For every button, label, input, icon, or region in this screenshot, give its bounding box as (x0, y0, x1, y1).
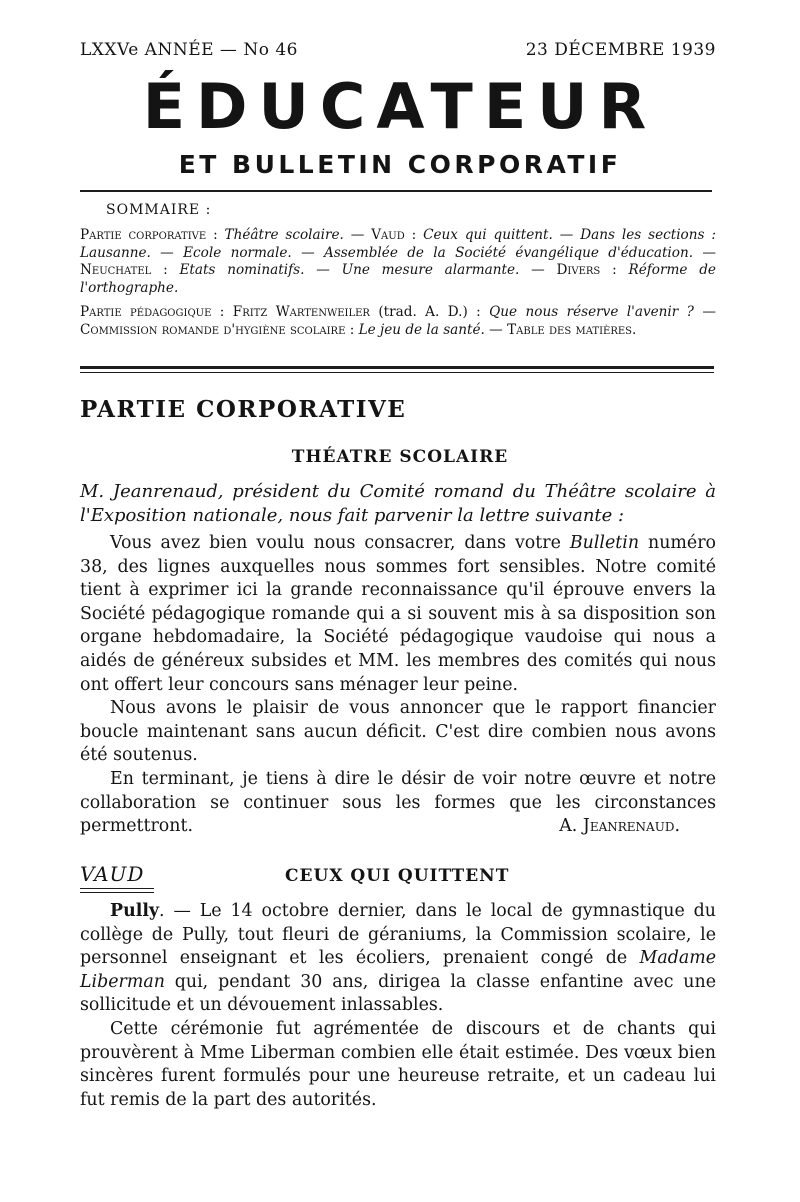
text-run: Vous avez bien voulu nous consacrer, dans votre (110, 533, 570, 553)
paragraph: En terminant, je tiens à dire le désir de voir notre œuvre et notre collaboration se continuer sous les formes que les circonstances permettront. (80, 768, 716, 837)
text-run-italic: Madame Liberman (80, 948, 716, 992)
summary-item: Théâtre scolaire. (224, 226, 344, 243)
text-run-bold: Pully (110, 901, 160, 921)
article-body (80, 900, 716, 1112)
summary-item: Une mesure alarmante. (341, 262, 520, 279)
article-intro: M. Jeanrenaud, président du Comité romand du Théâtre scolaire à l'Exposition nationale, nous fait parvenir la lettre suivante : (80, 481, 716, 526)
article-title: CEUX QUI QUITTENT (285, 866, 510, 886)
paragraph: Nous avons le plaisir de vous annoncer que le rapport financier boucle maintenant sans aucun déficit. C'est dire combien nous avons été soutenus. (80, 698, 716, 766)
paragraph: Cette cérémonie fut agrémentée de discours et de chants qui prouvèrent à Mme Liberman combien elle était estimée. Des vœux bien sincères furent formulés pour une heureuse retraite, et un cadeau lui fut remis de la part des autorités. (80, 1018, 716, 1110)
summary-item: Ceux qui quittent. (423, 226, 553, 243)
subsection-label: VAUD (80, 862, 145, 886)
summary-item: Le jeu de la santé. (358, 321, 485, 338)
section-title: PARTIE CORPORATIVE (80, 396, 407, 423)
paragraph (80, 532, 716, 697)
summary-heading: SOMMAIRE : (106, 202, 212, 218)
header-rule (80, 190, 712, 192)
paragraph (80, 900, 716, 1018)
summary-pedagogique: Partie pédagogique : Fritz Wartenweiler (trad. A. D.) : Que nous réserve l'avenir ? — Commission romande d'hygiène scolaire : Le jeu de la santé. — Table des matières. (80, 303, 716, 338)
issue-date: 23 DÉCEMBRE 1939 (525, 40, 716, 60)
text-run: numéro 38, des lignes auxquelles nous sommes fort sensibles. Notre comité tient à exprimer ici la grande reconnaissance qu'il éprouve envers la Société pédagogique romande qui a si souvent mis à sa disposition son organe hebdomadaire, la Société pédagogique vaudoise qui nous a aidés de généreux subsides et MM. les membres des comités qui nous ont offert leur concours sans ménager leur peine. (80, 533, 716, 695)
text-run: . — Le 14 octobre dernier, dans le local de gymnastique du collège de Pully, tout fleuri de géraniums, la Commission scolaire, le personnel enseignant et les écoliers, prenaient congé de (80, 901, 716, 969)
summary-author: Fritz Wartenweiler (232, 303, 370, 320)
signature: A. Jeanrenaud. (559, 816, 680, 837)
summary-item: Réforme de l'orthographe. (80, 262, 716, 297)
summary-item: Ecole normale. (183, 244, 292, 261)
issue-number: LXXVe ANNÉE — No 46 (80, 40, 298, 60)
summary-region: Neuchatel (80, 262, 152, 279)
summary-item: Dans les sections : Lausanne. (80, 226, 716, 261)
summary-item: Table des matières. (507, 321, 637, 338)
article-title: THÉATRE SCOLAIRE (291, 447, 509, 467)
summary-item: Que nous réserve l'avenir ? (489, 303, 694, 320)
text-run: qui, pendant 30 ans, dirigea la classe enfantine avec une sollicitude et un dévouement inlassables. (80, 971, 716, 1016)
issue-header (80, 40, 716, 60)
summary-item: Assemblée de la Société évangélique d'éducation. (324, 244, 694, 261)
masthead-title: ÉDUCATEUR (142, 70, 658, 143)
summary-corporative-label: Partie corporative (80, 226, 207, 243)
summary-item: Etats nominatifs. (179, 262, 305, 279)
summary-pedagogique-label: Partie pédagogique (80, 303, 212, 320)
summary-region: Vaud (371, 226, 405, 243)
label-underline (80, 888, 154, 889)
summary-region: Divers (556, 262, 601, 279)
masthead-subtitle: ET BULLETIN CORPORATIF (178, 150, 622, 179)
article-body (80, 532, 716, 839)
label-underline (80, 892, 154, 893)
subsection-header (80, 862, 716, 892)
section-divider-thin (80, 372, 714, 373)
section-divider (80, 366, 714, 369)
text-run-italic: Bulletin (569, 533, 640, 553)
summary-corporative: Partie corporative : Théâtre scolaire. — Vaud : Ceux qui quittent. — Dans les sections : Lausanne. — Ecole normale. — Assemblée de la Société évangélique d'éducation. — Neuchatel : Etats nominatifs. — Une mesure alarmante. — Divers : Réforme de l'orthographe. (80, 226, 716, 297)
summary-translator: (trad. A. D.) (378, 303, 468, 320)
summary-commission: Commission romande d'hygiène scolaire (80, 321, 346, 338)
table-of-contents (80, 202, 716, 346)
